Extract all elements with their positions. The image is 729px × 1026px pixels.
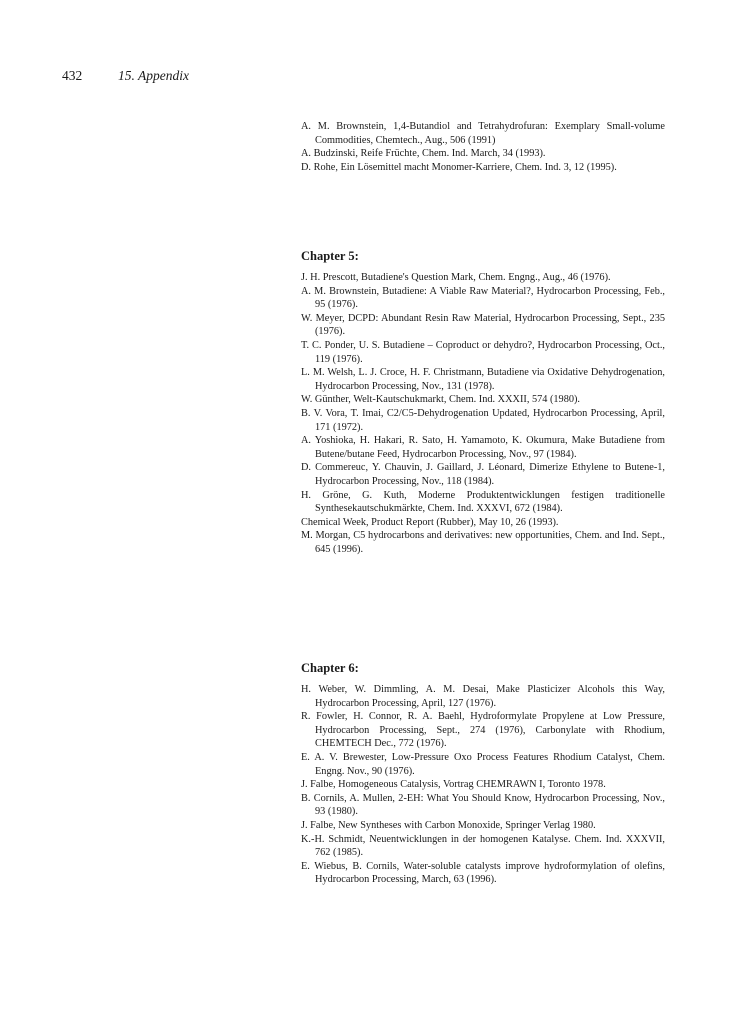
reference-entry: J. Falbe, New Syntheses with Carbon Monoxide, Springer Verlag 1980. xyxy=(301,819,596,831)
chapter-6-section xyxy=(301,661,665,887)
reference-entry: L. M. Welsh, L. J. Croce, H. F. Christmann, Butadiene via Oxidative Dehydrogenation, Hydrocarbon Processing, Nov., 131 (1978). xyxy=(301,367,665,392)
reference-entry: H. Gröne, G. Kuth, Moderne Produktentwicklungen festigen traditionelle Synthesekautschukmärkte, Chem. Ind. XXXVI, 672 (1984). xyxy=(301,489,665,515)
reference-entry: M. Morgan, C5 hydrocarbons and derivatives: new opportunities, Chem. and Ind. Sept., 645 (1996). xyxy=(301,530,665,555)
reference-entry: W. Günther, Welt-Kautschukmarkt, Chem. Ind. XXXII, 574 (1980). xyxy=(301,394,581,406)
reference-entry: K.-H. Schmidt, Neuentwicklungen in der homogenen Katalyse. Chem. Ind. XXXVII, 762 (1985). xyxy=(301,833,665,859)
reference-entry: B. Cornils, A. Mullen, 2-EH: What You Should Know, Hydrocarbon Processing, Nov., 93 (1980). xyxy=(301,792,665,818)
intro-reference-list xyxy=(301,120,665,174)
section-title: 15. Appendix xyxy=(118,68,189,83)
chapter-6-heading: Chapter 6: xyxy=(301,661,359,675)
chapter-5-heading: Chapter 5: xyxy=(301,249,359,263)
reference-entry: J. Falbe, Homogeneous Catalysis, Vortrag CHEMRAWN I, Toronto 1978. xyxy=(301,779,606,791)
chapter-5-section xyxy=(301,249,665,556)
reference-entry: E. A. V. Brewester, Low-Pressure Oxo Process Features Rhodium Catalyst, Chem. Engng. Nov., 90 (1976). xyxy=(301,751,665,777)
reference-entry: T. C. Ponder, U. S. Butadiene – Coproduct or dehydro?, Hydrocarbon Processing, Oct., 119 (1976). xyxy=(301,339,665,365)
reference-entry: B. V. Vora, T. Imai, C2/C5-Dehydrogenation Updated, Hydrocarbon Processing, April, 171 (1972). xyxy=(301,407,665,433)
reference-entry: Chemical Week, Product Report (Rubber), May 10, 26 (1993). xyxy=(301,516,559,528)
reference-entry: A. M. Brownstein, 1,4-Butandiol and Tetrahydrofuran: Exemplary Small-volume Commodities, Chemtech., Aug., 506 (1991) xyxy=(301,121,665,146)
reference-entry: W. Meyer, DCPD: Abundant Resin Raw Material, Hydrocarbon Processing, Sept., 235 (1976). xyxy=(301,312,665,338)
reference-entry: J. H. Prescott, Butadiene's Question Mark, Chem. Engng., Aug., 46 (1976). xyxy=(301,272,611,283)
running-head xyxy=(62,68,189,84)
page-number: 432 xyxy=(62,68,83,83)
reference-entry: D. Rohe, Ein Lösemittel macht Monomer-Karriere, Chem. Ind. 3, 12 (1995). xyxy=(301,161,617,173)
reference-entry: E. Wiebus, B. Cornils, Water-soluble catalysts improve hydroformylation of olefins, Hydrocarbon Processing, March, 63 (1996). xyxy=(301,860,665,886)
reference-entry: R. Fowler, H. Connor, R. A. Baehl, Hydroformylate Propylene at Low Pressure, Hydrocarbon Processing, Sept., 274 (1976), Carbonylate with Rhodium, CHEMTECH Dec., 772 (1976). xyxy=(301,711,665,750)
reference-entry: D. Commereuc, Y. Chauvin, J. Gaillard, J. Léonard, Dimerize Ethylene to Butene-1, Hydrocarbon Processing, Nov., 118 (1984). xyxy=(301,462,665,487)
reference-entry: A. Budzinski, Reife Früchte, Chem. Ind. March, 34 (1993). xyxy=(301,148,546,160)
reference-entry: A. M. Brownstein, Butadiene: A Viable Raw Material?, Hydrocarbon Processing, Feb., 95 (1976). xyxy=(301,285,665,311)
reference-entry: H. Weber, W. Dimmling, A. M. Desai, Make Plasticizer Alcohols this Way, Hydrocarbon Processing, April, 127 (1976). xyxy=(301,684,665,709)
reference-entry: A. Yoshioka, H. Hakari, R. Sato, H. Yamamoto, K. Okumura, Make Butadiene from Butene/butane Feed, Hydrocarbon Processing, Nov., 97 (1984). xyxy=(301,435,665,460)
